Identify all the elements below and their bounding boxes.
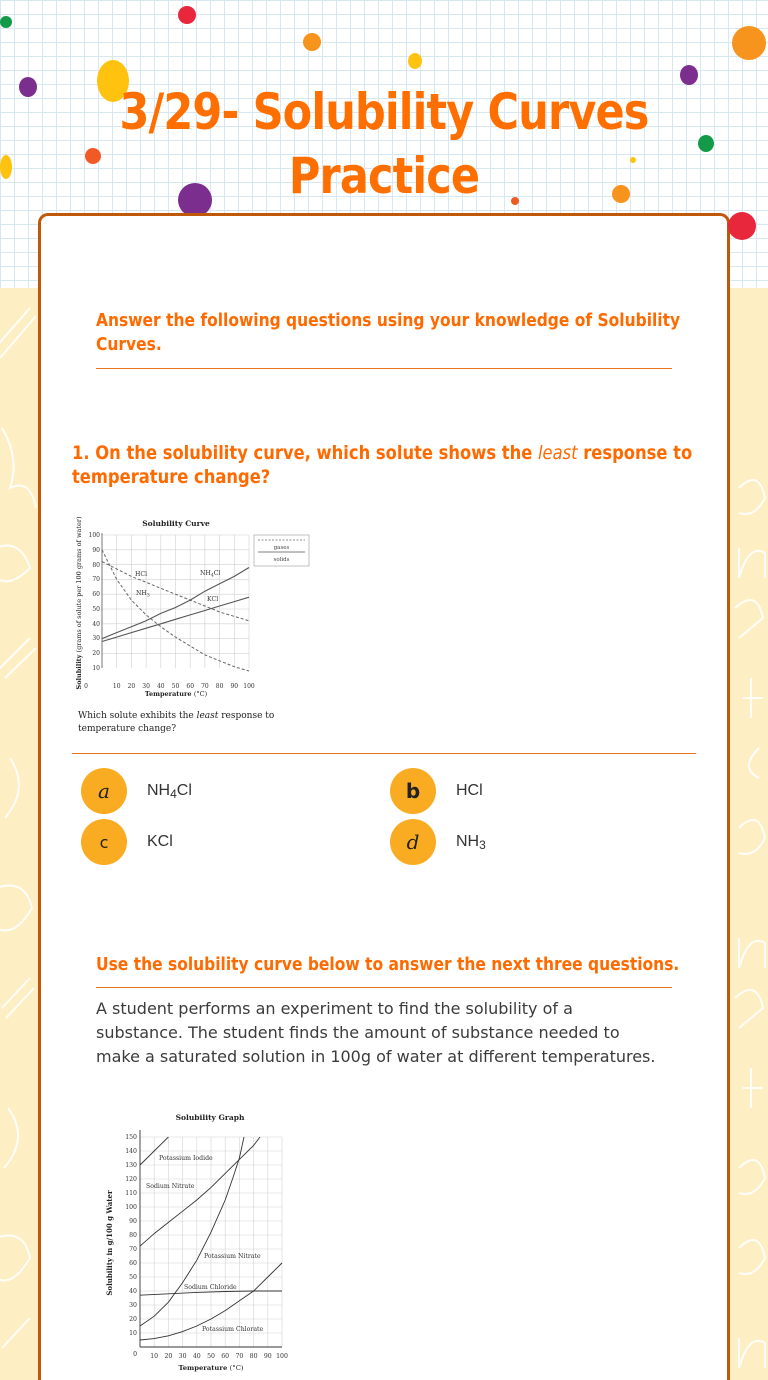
question-1-line-2: temperature change? (72, 466, 271, 488)
svg-text:60: 60 (221, 1353, 230, 1360)
option-a-label: $NH_4Cl$ (147, 781, 192, 801)
svg-text:0: 0 (133, 1351, 137, 1358)
svg-text:gases: gases (273, 545, 290, 551)
svg-text:60: 60 (129, 1260, 137, 1267)
svg-text:100: 100 (88, 532, 100, 539)
svg-text:40: 40 (92, 621, 100, 628)
svg-text:50: 50 (171, 683, 180, 690)
svg-text:Sodium Nitrate: Sodium Nitrate (146, 1183, 195, 1190)
question-1-prompt (72, 441, 692, 489)
svg-text:80: 80 (129, 1232, 137, 1239)
svg-text:20: 20 (164, 1353, 173, 1360)
svg-text:10: 10 (150, 1353, 159, 1360)
svg-text:Solubility (grams of solute pe: Solubility (grams of solute per 100 grams of water) (75, 516, 83, 690)
svg-text:50: 50 (129, 1274, 137, 1281)
solubility-graph-figure (102, 1108, 292, 1380)
svg-text:30: 30 (142, 683, 150, 690)
question-1-line-1 (72, 441, 692, 465)
svg-text:90: 90 (263, 1353, 272, 1360)
question-emphasis: least (537, 442, 578, 464)
svg-text:Potassium Iodide: Potassium Iodide (159, 1155, 213, 1162)
svg-text:100: 100 (276, 1353, 288, 1360)
option-a[interactable] (81, 769, 192, 813)
svg-text:40: 40 (192, 1353, 201, 1360)
question-number: 1. (72, 442, 90, 464)
svg-text:Solubility Graph: Solubility Graph (175, 1113, 245, 1122)
svg-text:140: 140 (125, 1148, 137, 1155)
svg-text:40: 40 (156, 683, 165, 690)
svg-text:20: 20 (127, 683, 136, 690)
instructions-divider (96, 368, 672, 369)
svg-text:20: 20 (92, 650, 100, 657)
page-title-line-2: Practice (288, 147, 480, 205)
svg-text:90: 90 (92, 547, 100, 554)
svg-text:70: 70 (201, 683, 209, 690)
option-b[interactable] (390, 769, 483, 813)
page-title (54, 80, 714, 208)
svg-text:Which solute exhibits the leas: Which solute exhibits the least response to (78, 711, 275, 721)
svg-text:70: 70 (92, 576, 100, 583)
svg-text:Solubility in g/100 g Water: Solubility in g/100 g Water (105, 1190, 114, 1296)
option-b-bubble[interactable]: b (390, 768, 436, 814)
svg-text:Sodium Chloride: Sodium Chloride (184, 1284, 237, 1291)
svg-text:120: 120 (125, 1176, 137, 1183)
svg-text:30: 30 (92, 635, 100, 642)
option-d-label: $NH_3$ (456, 832, 486, 852)
section-2-divider (96, 987, 672, 988)
svg-text:100: 100 (125, 1204, 137, 1211)
svg-text:Temperature (°C): Temperature (°C) (144, 690, 208, 698)
svg-text:70: 70 (129, 1246, 137, 1253)
svg-text:90: 90 (230, 683, 239, 690)
svg-text:80: 80 (92, 562, 100, 569)
paint-splat-decoration (0, 16, 12, 28)
svg-text:HCl: HCl (135, 571, 148, 578)
instructions-heading (96, 309, 680, 357)
option-b-label: HCl (456, 782, 483, 799)
svg-text:110: 110 (125, 1190, 137, 1197)
section-2-heading: Use the solubility curve below to answer the next three questions. (96, 954, 680, 975)
paint-splat-decoration (19, 77, 37, 97)
svg-text:temperature change?: temperature change? (78, 724, 177, 734)
svg-text:KCl: KCl (207, 596, 219, 603)
svg-text:90: 90 (129, 1218, 137, 1225)
svg-text:10: 10 (112, 683, 121, 690)
svg-text:30: 30 (129, 1302, 137, 1309)
paint-splat-decoration (0, 155, 12, 179)
option-c[interactable] (81, 820, 173, 864)
paint-splat-decoration (178, 6, 196, 24)
paint-splat-decoration (728, 212, 756, 240)
svg-text:NH4Cl: $NH_4Cl$ (200, 570, 221, 579)
option-a-bubble[interactable]: a (81, 768, 127, 814)
paint-splat-decoration (408, 53, 422, 69)
svg-text:130: 130 (125, 1162, 137, 1169)
svg-text:80: 80 (215, 683, 224, 690)
paint-splat-decoration (732, 26, 766, 60)
section-2-paragraph: A student performs an experiment to find the solubility of a substance. The student finds the amount of substance needed to make a saturated solution in 100g of water at different temperatures. (96, 999, 656, 1066)
svg-text:100: 100 (243, 683, 255, 690)
left-doodle-pattern (0, 288, 40, 1380)
right-doodle-pattern (729, 288, 768, 1380)
page-title-line-1: 3/29- Solubility Curves (119, 83, 649, 141)
question-text: response to (583, 442, 693, 464)
svg-text:70: 70 (235, 1353, 244, 1360)
svg-text:0: 0 (84, 683, 88, 690)
solubility-graph-chart (102, 1108, 292, 1380)
instructions-line-2: Curves. (96, 334, 162, 355)
option-c-label: KCl (147, 833, 173, 850)
svg-text:Temperature (°C): Temperature (°C) (178, 1364, 244, 1372)
svg-text:80: 80 (249, 1353, 258, 1360)
instructions-line-1: Answer the following questions using your knowledge of Solubility (96, 310, 681, 331)
svg-text:10: 10 (92, 665, 100, 672)
svg-text:20: 20 (129, 1316, 137, 1323)
svg-text:50: 50 (207, 1353, 215, 1360)
svg-text:Solubility Curve: Solubility Curve (142, 519, 210, 528)
svg-text:40: 40 (129, 1288, 137, 1295)
option-d[interactable] (390, 820, 486, 864)
svg-text:60: 60 (186, 683, 195, 690)
svg-text:150: 150 (125, 1134, 137, 1141)
svg-text:30: 30 (178, 1353, 187, 1360)
svg-text:solids: solids (273, 557, 290, 563)
question-1-divider (72, 753, 696, 754)
svg-text:Potassium Chlorate: Potassium Chlorate (202, 1326, 264, 1333)
doodle-icon (729, 288, 768, 1380)
svg-text:NH3: $NH_3$ (136, 590, 150, 599)
option-d-bubble[interactable]: d (390, 819, 436, 865)
solubility-curve-chart (72, 503, 312, 739)
solubility-curve-figure (72, 503, 312, 739)
paint-splat-decoration (303, 33, 321, 51)
svg-text:60: 60 (92, 591, 100, 598)
svg-text:10: 10 (129, 1330, 137, 1337)
option-c-bubble[interactable]: c (81, 819, 127, 865)
question-text: On the solubility curve, which solute shows the (95, 442, 533, 464)
svg-text:50: 50 (92, 606, 100, 613)
svg-text:Potassium Nitrate: Potassium Nitrate (204, 1253, 261, 1260)
doodle-icon (0, 288, 40, 1380)
